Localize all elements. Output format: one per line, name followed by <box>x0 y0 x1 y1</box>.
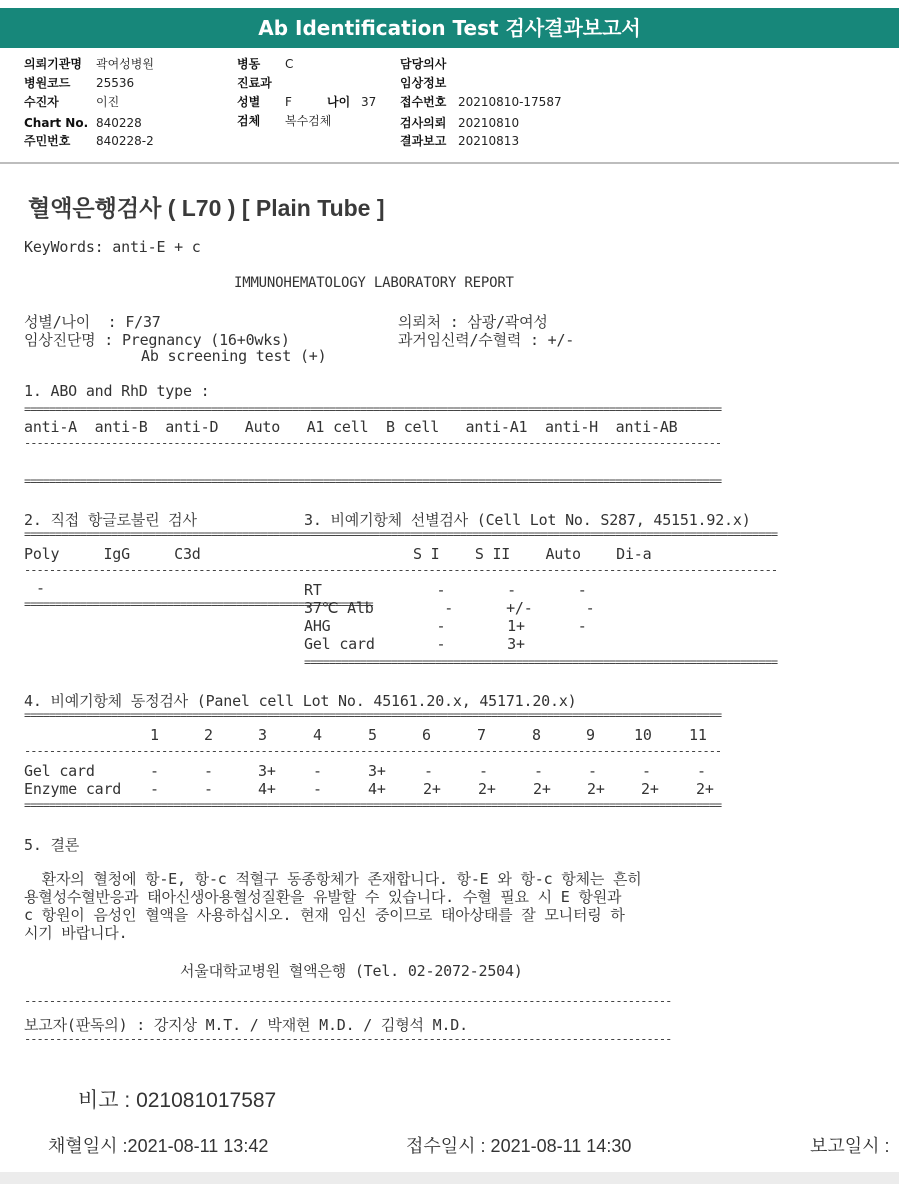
header-field: 담당의사 <box>400 57 447 71</box>
page-bottom-strip <box>0 1172 899 1184</box>
panel-row-label: Enzyme card <box>24 780 122 798</box>
panel-col: 9 <box>586 726 595 744</box>
single-rule: -------------------------------------------------------------------------------------------------------- <box>24 994 672 1008</box>
screening-row: RT - - - <box>304 581 587 599</box>
panel-col: 3 <box>258 726 267 744</box>
report-heading: 혈액은행검사 ( L70 ) [ Plain Tube ] <box>28 195 385 221</box>
single-rule: -------------------------------------------------------------------------------------------------------- <box>24 1032 672 1046</box>
header-field: 진료과 <box>237 76 272 90</box>
panel-col: 7 <box>477 726 486 744</box>
panel-cell: 2+ <box>533 780 551 798</box>
lab-title: IMMUNOHEMATOLOGY LABORATORY REPORT <box>234 275 514 291</box>
header-field: 검사의뢰 <box>400 116 447 130</box>
receipt-datetime: 접수일시 : 2021-08-11 14:30 <box>406 1136 632 1156</box>
panel-col: 11 <box>689 726 707 744</box>
panel-cell: 3+ <box>368 762 386 780</box>
panel-col: 5 <box>368 726 377 744</box>
panel-cell: 4+ <box>258 780 276 798</box>
header-field: 결과보고 <box>400 134 447 148</box>
panel-col: 10 <box>634 726 652 744</box>
panel-cell: 3+ <box>258 762 276 780</box>
header-field: 성별 <box>237 95 261 109</box>
panel-cell: - <box>642 762 651 780</box>
clinical-diagnosis: 임상진단명 : Pregnancy (16+0wks) <box>24 331 290 349</box>
dat-columns: Poly IgG C3d <box>24 545 201 563</box>
panel-cell: - <box>534 762 543 780</box>
double-rule: ================================================================================================================ <box>24 708 722 722</box>
screening-row: 37℃ Alb - +/- - <box>304 599 595 617</box>
single-rule: ---------------------------------------------------------------------------------------------------------------- <box>24 436 722 450</box>
header-field: 수진자 <box>24 95 59 109</box>
header-field: 병동 <box>237 57 261 71</box>
hospital-contact: 서울대학교병원 혈액은행 (Tel. 02-2072-2504) <box>180 962 523 980</box>
header-field: 나이 <box>327 95 351 109</box>
referral: 의뢰처 : 삼광/곽여성 <box>398 313 548 331</box>
section-2-title: 2. 직접 항글로불린 검사 <box>24 511 197 529</box>
conclusion-line: 용혈성수혈반응과 태아신생아용혈성질환을 유발할 수 있습니다. 수혈 필요 시 E 항원과 <box>24 888 622 906</box>
history: 과거임신력/수혈력 : +/- <box>398 331 575 349</box>
panel-cell: - <box>697 762 706 780</box>
single-rule: ---------------------------------------------------------------------------- <box>304 563 778 577</box>
double-rule: ============================================================================ <box>304 655 778 669</box>
panel-col: 6 <box>422 726 431 744</box>
reporters: 보고자(판독의) : 강지상 M.T. / 박재현 M.D. / 김형석 M.D. <box>24 1016 468 1034</box>
report-datetime: 보고일시 : <box>810 1136 890 1156</box>
keywords: KeyWords: anti-E + c <box>24 238 201 256</box>
panel-cell: 2+ <box>587 780 605 798</box>
header-field: 임상정보 <box>400 76 447 90</box>
panel-cell: 4+ <box>368 780 386 798</box>
panel-col: 8 <box>532 726 541 744</box>
single-rule: ---------------------------------------------------------------------------------------------------------------- <box>24 744 722 758</box>
patient-header: 의뢰기관명 곽여성병원 병원코드 25536 수진자 이진 Chart No. 840228 주민번호 840228-2 병동 C 진료과 성별 F 나이 37 검체 복수검체 담당의사 임상정보 접수번호 20210810-17587 검사의뢰 20210810 결과보고 20210813 <box>0 50 899 164</box>
panel-cell: - <box>150 762 159 780</box>
header-field: 접수번호 <box>400 95 447 109</box>
panel-row-label: Gel card <box>24 762 95 780</box>
sex-age: 성별/나이 : F/37 <box>24 313 161 331</box>
panel-cell: 2+ <box>696 780 714 798</box>
section-3-title: 3. 비예기항체 선별검사 (Cell Lot No. S287, 45151.92.x) <box>304 511 751 529</box>
header-field: 주민번호 <box>24 134 71 148</box>
section-5-title: 5. 결론 <box>24 836 80 854</box>
screening-row: Gel card - 3+ <box>304 635 525 653</box>
collection-datetime: 채혈일시 :2021-08-11 13:42 <box>48 1136 269 1156</box>
section-1-title: 1. ABO and RhD type : <box>24 382 210 400</box>
screening-row: AHG - 1+ - <box>304 617 587 635</box>
panel-cell: - <box>479 762 488 780</box>
panel-col: 4 <box>313 726 322 744</box>
panel-cell: - <box>150 780 159 798</box>
panel-cell: - <box>313 762 322 780</box>
panel-cell: 2+ <box>478 780 496 798</box>
double-rule: ================================================================================================================ <box>24 474 722 488</box>
panel-cell: 2+ <box>641 780 659 798</box>
conclusion-line: c 항원이 음성인 혈액을 사용하십시오. 현재 임신 중이므로 태아상태를 잘 모니터링 하 <box>24 906 625 924</box>
header-field: 의뢰기관명 <box>24 57 82 71</box>
remark: 비고 : 021081017587 <box>78 1089 277 1112</box>
panel-cell: - <box>313 780 322 798</box>
conclusion-line: 환자의 혈청에 항-E, 항-c 적혈구 동종항체가 존재합니다. 항-E 와 항-c 항체는 흔히 <box>24 870 642 888</box>
panel-cell: - <box>204 762 213 780</box>
panel-cell: - <box>424 762 433 780</box>
section-4-title: 4. 비예기항체 동정검사 (Panel cell Lot No. 45161.20.x, 45171.20.x) <box>24 692 577 710</box>
double-rule: ============================================================================ <box>304 527 778 541</box>
dat-value: - <box>36 579 45 597</box>
screening-result: Ab screening test (+) <box>141 347 327 365</box>
header-field: Chart No. <box>24 116 89 130</box>
panel-col: 1 <box>150 726 159 744</box>
double-rule: ================================================================================================================ <box>24 798 722 812</box>
double-rule: ======================================================== <box>24 527 373 541</box>
double-rule: ======================================================== <box>24 597 373 611</box>
panel-cell: - <box>588 762 597 780</box>
report-body <box>0 166 899 1184</box>
header-field: 병원코드 <box>24 76 71 90</box>
single-rule: -------------------------------------------------------- <box>24 563 373 577</box>
conclusion-line: 시기 바랍니다. <box>24 924 128 942</box>
panel-cell: 2+ <box>423 780 441 798</box>
panel-cell: - <box>204 780 213 798</box>
header-field: 검체 <box>237 114 261 128</box>
panel-col: 2 <box>204 726 213 744</box>
abo-columns: anti-A anti-B anti-D Auto A1 cell B cell anti-A1 anti-H anti-AB <box>24 418 678 436</box>
screening-columns: S I S II Auto Di-a <box>413 545 652 563</box>
report-title: Ab Identification Test 검사결과보고서 <box>0 8 899 48</box>
double-rule: ================================================================================================================ <box>24 402 722 416</box>
